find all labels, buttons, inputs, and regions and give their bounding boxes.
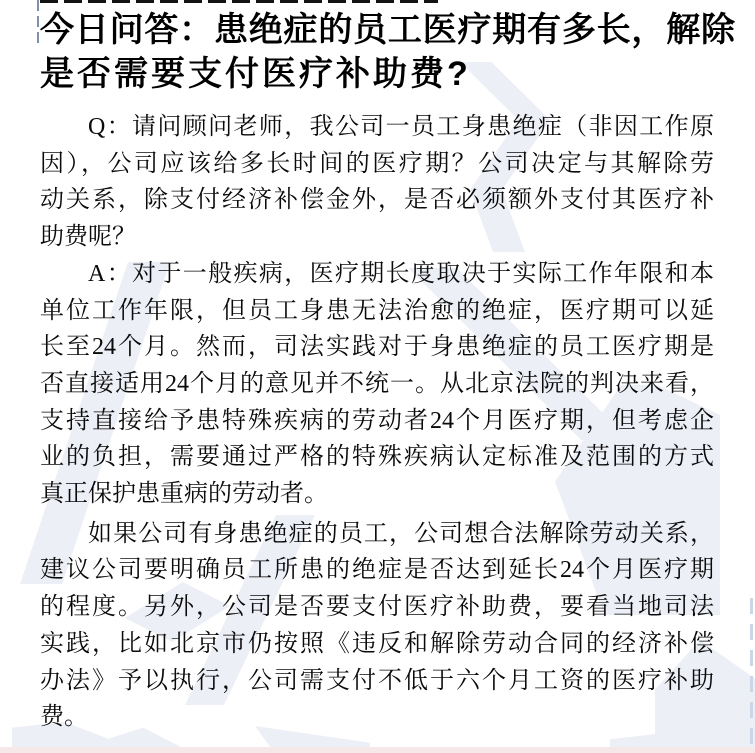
text-line: 真正保护患重病的劳动者。 [40,481,328,508]
text-line: 建议公司要明确员工所患的绝症是否达到延长24个月医疗期 [40,557,714,584]
article-body [40,109,714,736]
right-margin-dashed-line [750,598,753,748]
text-line: 办法》予以执行，公司需支付不低于六个月工资的医疗补助 [40,667,714,694]
paragraph-answer [40,256,714,513]
text-line: 实践，比如北京市仍按照《违反和解除劳动合同的经济补偿 [40,630,714,657]
text-line: 业的负担，需要通过严格的特殊疾病认定标准及范围的方式 [40,444,714,471]
text-line: 单位工作年限，但员工身患无法治愈的绝症，医疗期可以延 [40,297,714,324]
text-line: 助费呢？ [40,224,136,251]
paragraph-question [40,109,714,256]
bottom-accent-strip [0,747,755,753]
text-line: A：对于一般疾病，医疗期长度取决于实际工作年限和本 [88,260,714,287]
text-line: 的程度。另外，公司是否要支付医疗补助费，要看当地司法 [40,594,714,621]
title-line: 是否需要支付医疗补助费? [40,55,471,93]
text-line: 费。 [40,704,88,731]
article-title [40,8,735,96]
text-line: 如果公司有身患绝症的员工，公司想合法解除劳动关系， [88,520,714,547]
text-line: 动关系，除支付经济补偿金外，是否必须额外支付其医疗补 [40,187,714,214]
article-content [40,8,735,736]
title-line: 今日问答：患绝症的员工医疗期有多长，解除 [40,11,735,49]
left-margin-dashed-line [37,0,39,48]
paragraph-advice [40,516,714,736]
text-line: 否直接适用24个月的意见并不统一。从北京法院的判决来看， [40,370,714,397]
text-line: 因），公司应该给多长时间的医疗期？公司决定与其解除劳 [40,150,714,177]
cropped-text-remnant [40,0,438,3]
text-line: 支持直接给予患特殊疾病的劳动者24个月医疗期，但考虑企 [40,407,714,434]
text-line: Q：请问顾问老师，我公司一员工身患绝症（非因工作原 [88,114,714,140]
text-line: 长至24个月。然而，司法实践对于身患绝症的员工医疗期是 [40,334,714,361]
